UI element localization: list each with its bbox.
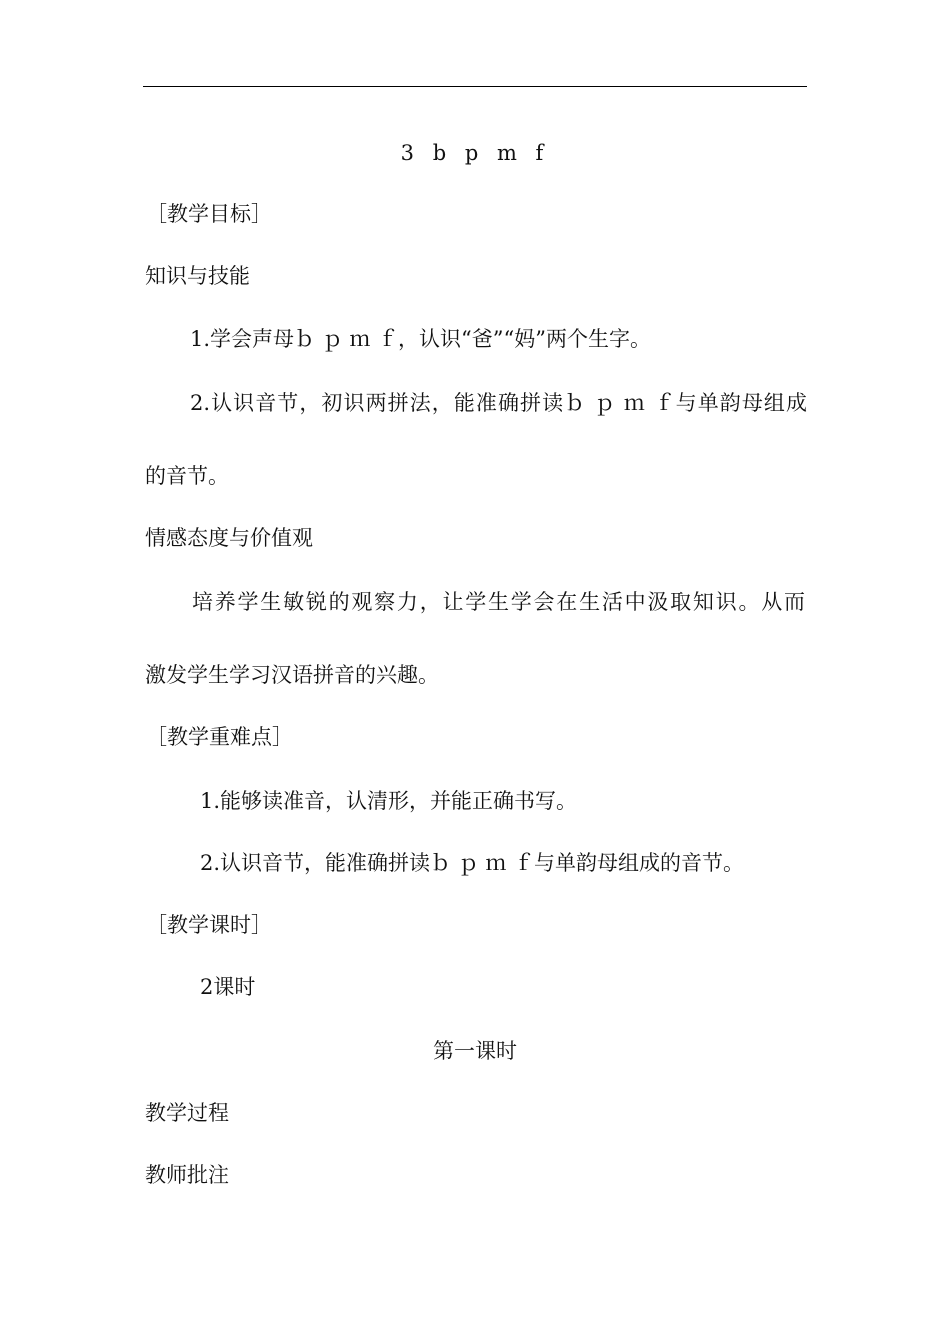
section-heading-periods: ［教学课时］ xyxy=(146,913,272,937)
teacher-notes-label: 教师批注 xyxy=(145,1163,229,1187)
emotion-paragraph-line-1: 培养学生敏锐的观察力，让学生学会在生活中汲取知识。从而 xyxy=(192,590,805,614)
header-rule xyxy=(143,86,807,87)
section-heading-objectives: ［教学目标］ xyxy=(146,202,272,226)
objective-item-2-line-2: 的音节。 xyxy=(145,464,229,488)
objective-item-2-line-1: 2.认识音节，初识两拼法，能准确拼读ｂ ｐ ｍ ｆ与单韵母组成 xyxy=(190,391,807,415)
key-point-item-2: 2.认识音节，能准确拼读ｂ ｐ ｍ ｆ与单韵母组成的音节。 xyxy=(200,851,745,875)
periods-value: 2课时 xyxy=(200,975,256,999)
subheading-emotion-values: 情感态度与价值观 xyxy=(145,526,313,550)
objective-item-1: 1.学会声母ｂ ｐ ｍ ｆ，认识“爸”“妈”两个生字。 xyxy=(190,327,652,351)
emotion-paragraph-line-2: 激发学生学习汉语拼音的兴趣。 xyxy=(145,663,439,687)
subheading-knowledge-skills: 知识与技能 xyxy=(145,264,250,288)
first-period-heading: 第一课时 xyxy=(433,1039,517,1063)
lesson-title: 3 b p m f xyxy=(400,141,550,165)
section-heading-key-points: ［教学重难点］ xyxy=(146,725,293,749)
teaching-process-label: 教学过程 xyxy=(145,1101,229,1125)
key-point-item-1: 1.能够读准音，认清形，并能正确书写。 xyxy=(200,789,578,813)
